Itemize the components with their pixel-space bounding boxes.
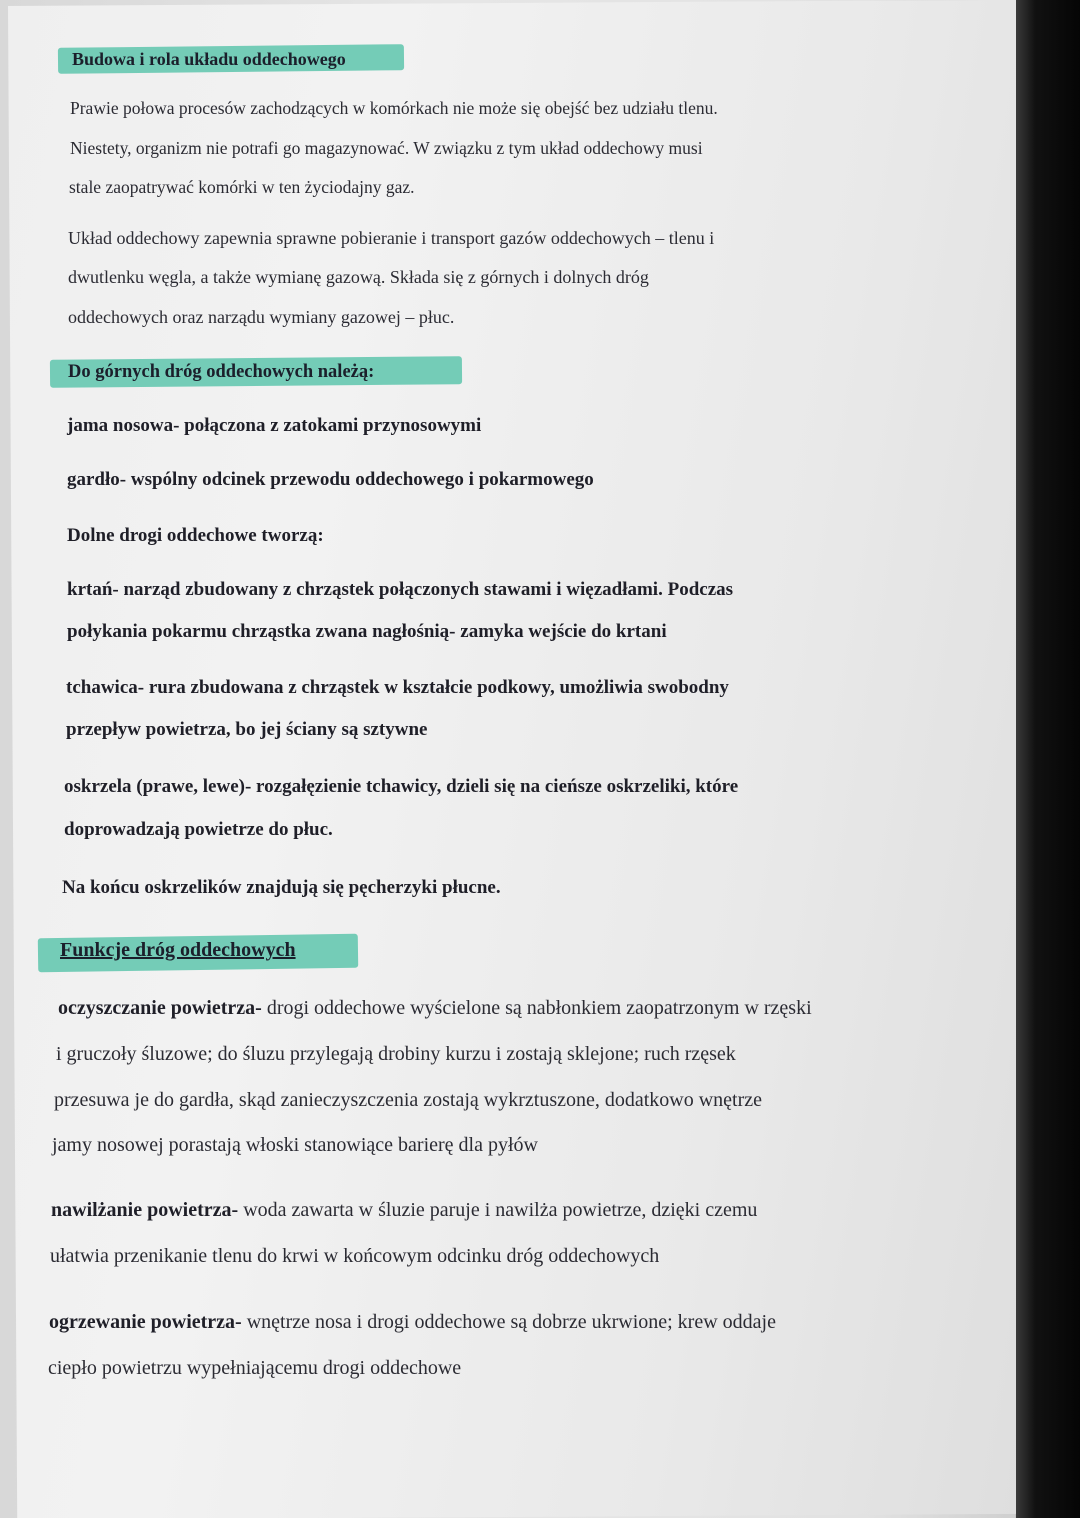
krtan-line1: krtań- narząd zbudowany z chrząstek połączonych stawami i więzadłami. Podczas	[67, 579, 734, 600]
f1-line4: jamy nosowej porastają włoski stanowiące barierę dla pyłów	[52, 1134, 538, 1156]
pecherzyki-line: Na końcu oskrzelików znajdują się pęcherzyki płucne.	[62, 877, 501, 898]
para2-line2: dwutlenku węgla, a także wymianę gazową. Składa się z górnych i dolnych dróg	[68, 267, 649, 287]
f3-term: ogrzewanie powietrza-	[49, 1311, 242, 1333]
bottom-margin	[0, 1518, 1080, 1527]
para1-line1: Prawie połowa procesów zachodzących w komórkach nie może się obejść bez udziału tlenu.	[70, 98, 718, 118]
f1-line3: przesuwa je do gardła, skąd zanieczyszczenia zostają wykrztuszone, dodatkowo wnętrze	[54, 1089, 763, 1111]
oskrzela-line1: oskrzela (prawe, lewe)- rozgałęzienie tchawicy, dzieli się na cieńsze oskrzeliki, które	[64, 776, 739, 797]
heading-funkcje: Funkcje dróg oddechowych	[60, 939, 296, 961]
f3-line1	[49, 1310, 776, 1334]
para1-line3: stale zaopatrywać komórki w ten życiodajny gaz.	[69, 177, 415, 197]
f3-line2: ciepło powietrzu wypełniającemu drogi oddechowe	[48, 1357, 462, 1379]
f2-text1: woda zawarta w śluzie paruje i nawilża powietrze, dzięki czemu	[238, 1199, 758, 1221]
f2-line2: ułatwia przenikanie tlenu do krwi w końcowym odcinku dróg oddechowych	[50, 1245, 660, 1267]
oskrzela-line2: doprowadzają powietrze do płuc.	[64, 819, 333, 840]
f1-line1	[58, 996, 812, 1020]
f2-line1	[51, 1198, 757, 1222]
heading-gorne-drogi: Do górnych dróg oddechowych należą:	[68, 362, 375, 382]
page-edge-shadow	[1016, 0, 1080, 1527]
f1-term: oczyszczanie powietrza-	[58, 997, 262, 1019]
krtan-line2: połykania pokarmu chrząstka zwana nagłośnią- zamyka wejście do krtani	[67, 621, 667, 642]
heading-budowa: Budowa i rola układu oddechowego	[72, 49, 346, 69]
f2-term: nawilżanie powietrza-	[51, 1199, 239, 1221]
f3-text1: wnętrze nosa i drogi oddechowe są dobrze ukrwione; krew oddaje	[241, 1311, 776, 1333]
para2-line1: Układ oddechowy zapewnia sprawne pobieranie i transport gazów oddechowych – tlenu i	[68, 228, 715, 248]
item-jama-nosowa: jama nosowa- połączona z zatokami przynosowymi	[67, 415, 482, 436]
para2-line3: oddechowych oraz narządu wymiany gazowej – płuc.	[68, 307, 455, 327]
tchawica-line1: tchawica- rura zbudowana z chrząstek w kształcie podkowy, umożliwia swobodny	[66, 677, 729, 698]
para1-line2: Niestety, organizm nie potrafi go magazynować. W związku z tym układ oddechowy musi	[70, 138, 703, 158]
tchawica-line2: przepływ powietrza, bo jej ściany są sztywne	[66, 719, 428, 740]
item-gardlo: gardło- wspólny odcinek przewodu oddechowego i pokarmowego	[67, 469, 594, 490]
f1-line2: i gruczoły śluzowe; do śluzu przylegają drobiny kurzu i zostają sklejone; ruch rzęsek	[56, 1043, 736, 1065]
lower-airways-title: Dolne drogi oddechowe tworzą:	[67, 525, 324, 546]
f1-text1: drogi oddechowe wyścielone są nabłonkiem zaopatrzonym w rzęski	[261, 997, 812, 1019]
